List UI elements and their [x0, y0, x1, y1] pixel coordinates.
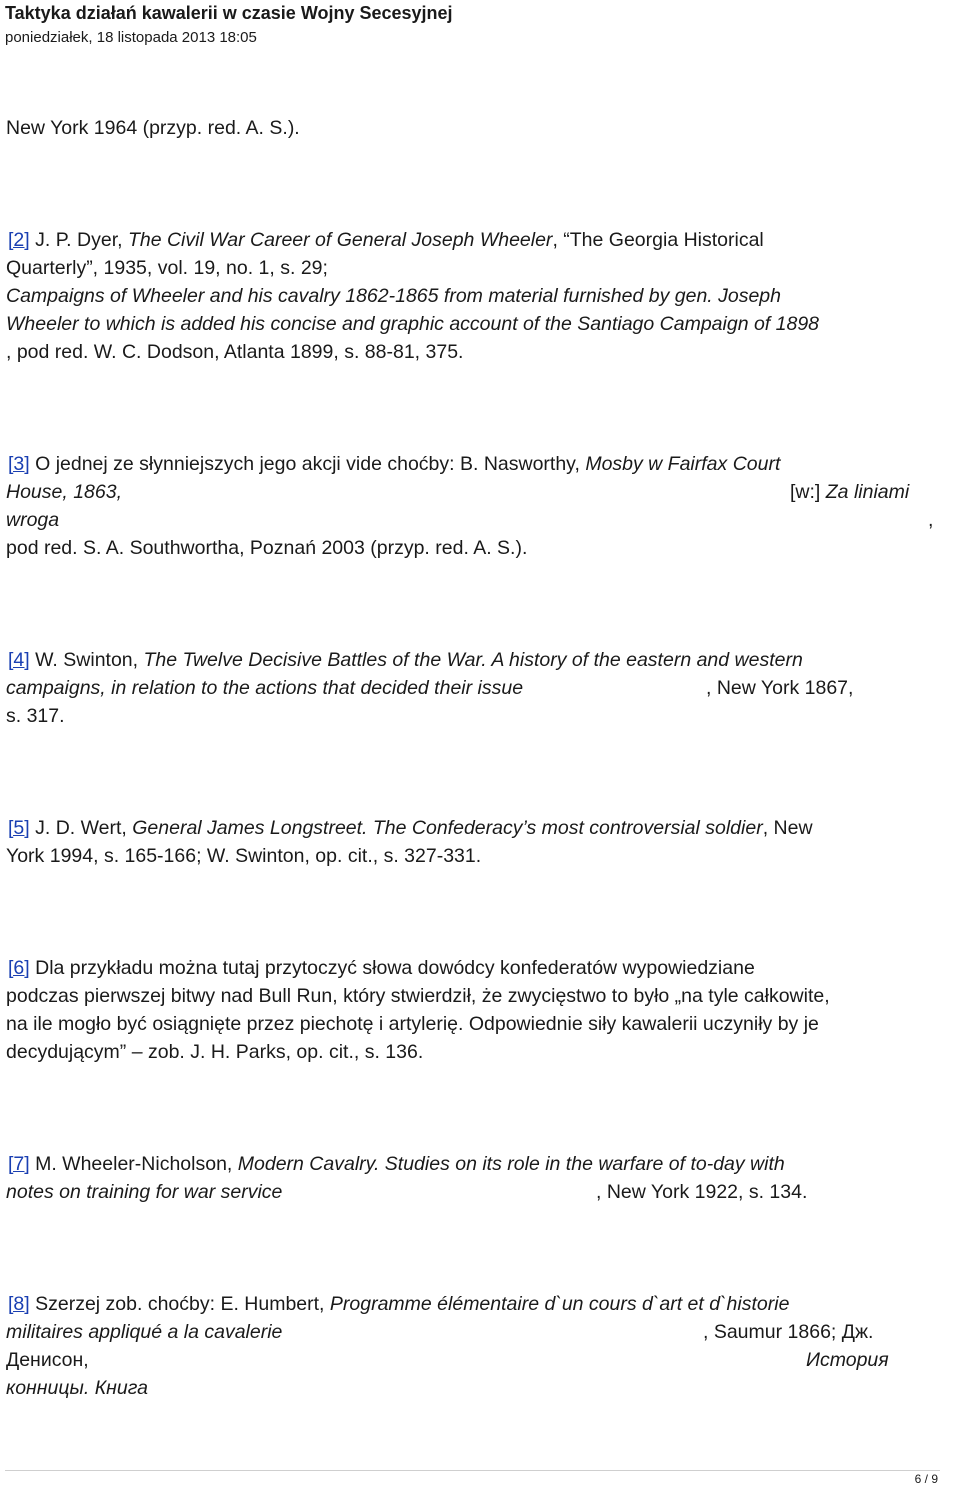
footnote-3-line-2: House, 1863, — [6, 481, 123, 503]
page-number: 6 / 9 — [914, 1472, 938, 1486]
footnote-8-line-2-right: , Saumur 1866; Дж. — [703, 1321, 874, 1343]
text-line: New York 1964 (przyp. red. A. S.). — [6, 117, 300, 139]
page-header — [5, 0, 453, 49]
footnote-8-line-3: Денисон, — [6, 1349, 89, 1371]
article-title: Taktyka działań kawalerii w czasie Wojny Secesyjnej — [5, 3, 453, 23]
footnote-3-line-2-right: [w:] Za liniami — [790, 481, 910, 503]
footnote-7-line-1: [7] M. Wheeler-Nicholson, Modern Cavalry. Studies on its role in the warfare of to-day with — [8, 1153, 785, 1175]
footnote-5-line-1: [5] J. D. Wert, General James Longstreet. The Confederacy’s most controversial soldier, New — [8, 817, 813, 839]
footnote-2-line-5: , pod red. W. C. Dodson, Atlanta 1899, s. 88-81, 375. — [6, 341, 464, 363]
footnote-3-line-3: wroga — [6, 509, 60, 531]
footnote-5-line-2: York 1994, s. 165-166; W. Swinton, op. cit., s. 327-331. — [6, 845, 482, 867]
footnote-8-line-4: конницы. Книга — [6, 1377, 149, 1399]
footnote-ref-6[interactable]: [6] — [8, 957, 30, 979]
footnote-2-line-3: Campaigns of Wheeler and his cavalry 1862-1865 from material furnished by gen. Joseph — [6, 285, 782, 307]
footnote-8-line-3-right: История — [806, 1349, 889, 1371]
footnote-4-line-3: s. 317. — [6, 705, 65, 727]
footnote-4-line-2: campaigns, in relation to the actions that decided their issue — [6, 677, 524, 699]
footnote-ref-8[interactable]: [8] — [8, 1293, 30, 1315]
footnote-4-line-1: [4] W. Swinton, The Twelve Decisive Battles of the War. A history of the eastern and western — [8, 649, 803, 671]
footnote-2-line-2: Quarterly”, 1935, vol. 19, no. 1, s. 29; — [6, 257, 328, 279]
footnote-4-line-2-right: , New York 1867, — [706, 677, 854, 699]
footnote-6-line-4: decydującym” – zob. J. H. Parks, op. cit., s. 136. — [6, 1041, 424, 1063]
footnote-7-line-2-right: , New York 1922, s. 134. — [596, 1181, 808, 1203]
footnote-6-line-3: na ile mogło być osiągnięte przez piechotę i artylerię. Odpowiednie siły kawalerii uczyniły by je — [6, 1013, 819, 1035]
footnote-3-line-3-right: , — [928, 509, 934, 531]
footnote-ref-5[interactable]: [5] — [8, 817, 30, 839]
footnote-3-line-1: [3] O jednej ze słynniejszych jego akcji vide choćby: B. Nasworthy, Mosby w Fairfax Court — [8, 453, 781, 475]
footnote-8-line-1: [8] Szerzej zob. choćby: E. Humbert, Programme élémentaire d`un cours d`art et d`historie — [8, 1293, 790, 1315]
footnote-6-line-1: [6] Dla przykładu można tutaj przytoczyć słowa dowódcy konfederatów wypowiedziane — [8, 957, 755, 979]
footnote-ref-3[interactable]: [3] — [8, 453, 30, 475]
footnote-3-line-4: pod red. S. A. Southwortha, Poznań 2003 (przyp. red. A. S.). — [6, 537, 528, 559]
footnote-6-line-2: podczas pierwszej bitwy nad Bull Run, który stwierdził, że zwycięstwo to było „na tyle całkowite, — [6, 985, 830, 1007]
footnote-ref-4[interactable]: [4] — [8, 649, 30, 671]
footnote-ref-7[interactable]: [7] — [8, 1153, 30, 1175]
footnote-8-line-2: militaires appliqué a la cavalerie — [6, 1321, 283, 1343]
footnote-2-line-4: Wheeler to which is added his concise and graphic account of the Santiago Campaign of 1898 — [6, 313, 820, 335]
footer-divider — [5, 1470, 940, 1471]
footnote-7-line-2: notes on training for war service — [6, 1181, 283, 1203]
footnote-2-line-1: [2] J. P. Dyer, The Civil War Career of General Joseph Wheeler, “The Georgia Historical — [8, 229, 764, 251]
article-date: poniedziałek, 18 listopada 2013 18:05 — [5, 29, 257, 46]
footnote-ref-2[interactable]: [2] — [8, 229, 30, 251]
